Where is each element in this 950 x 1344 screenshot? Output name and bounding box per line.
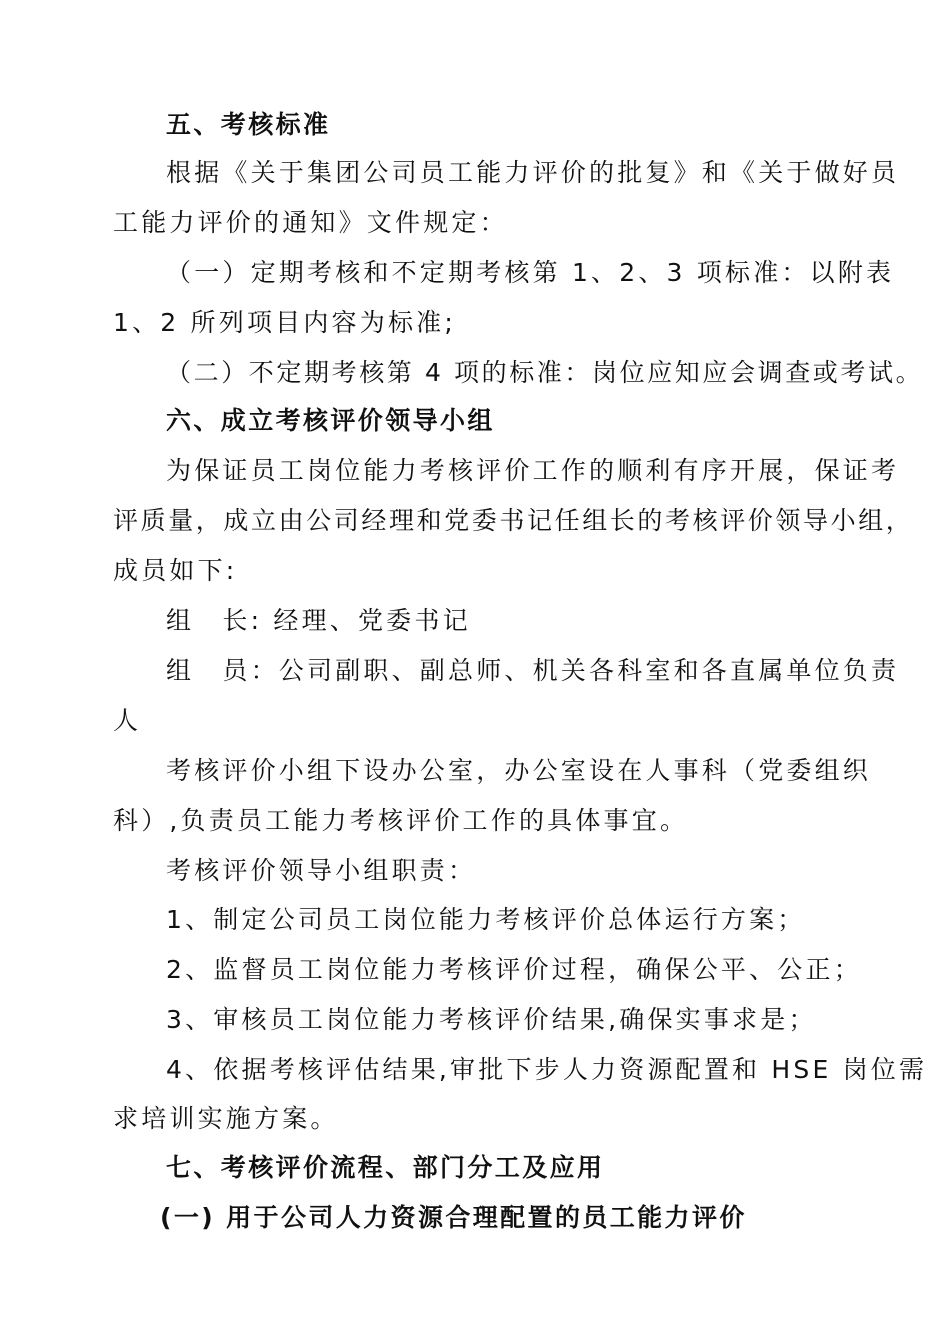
paragraph-line: 人 [113, 706, 142, 735]
list-item: 2、监督员工岗位能力考核评价过程，确保公平、公正； [166, 955, 862, 984]
paragraph-line: 成员如下: [113, 556, 238, 585]
paragraph-line: 科）,负责员工能力考核评价工作的具体事宜。 [113, 806, 689, 835]
section-6-heading: 六、成立考核评价领导小组 [166, 406, 495, 435]
paragraph-line: （一）定期考核和不定期考核第 1、2、3 项标准：以附表 [166, 258, 895, 287]
paragraph-line: 考核评价领导小组职责： [166, 856, 477, 885]
section-7-heading: 七、考核评价流程、部门分工及应用 [166, 1153, 605, 1182]
paragraph-line: 1、2 所列项目内容为标准; [113, 308, 456, 337]
paragraph-line: 组 长: 经理、党委书记 [166, 606, 471, 635]
paragraph-line: 求培训实施方案。 [113, 1104, 339, 1133]
section-5-heading: 五、考核标准 [166, 110, 331, 139]
paragraph-line: 考核评价小组下设办公室，办公室设在人事科（党委组织 [166, 756, 872, 785]
paragraph-line: （二）不定期考核第 4 项的标准：岗位应知应会调查或考试。 [166, 358, 924, 387]
list-item: 3、审核员工岗位能力考核评价结果,确保实事求是； [166, 1005, 817, 1034]
paragraph-line: 组 员：公司副职、副总师、机关各科室和各直属单位负责 [166, 656, 900, 685]
paragraph-line: 为保证员工岗位能力考核评价工作的顺利有序开展，保证考 [166, 456, 900, 485]
section-7-subheading: (一) 用于公司人力资源合理配置的员工能力评价 [160, 1203, 747, 1232]
list-item: 4、依据考核评估结果,审批下步人力资源配置和 HSE 岗位需 [166, 1055, 928, 1084]
list-item: 1、制定公司员工岗位能力考核评价总体运行方案； [166, 905, 806, 934]
paragraph-line: 工能力评价的通知》文件规定： [113, 208, 508, 237]
paragraph-line: 评质量，成立由公司经理和党委书记任组长的考核评价领导小组， [113, 506, 914, 535]
paragraph-line: 根据《关于集团公司员工能力评价的批复》和《关于做好员 [166, 158, 900, 187]
